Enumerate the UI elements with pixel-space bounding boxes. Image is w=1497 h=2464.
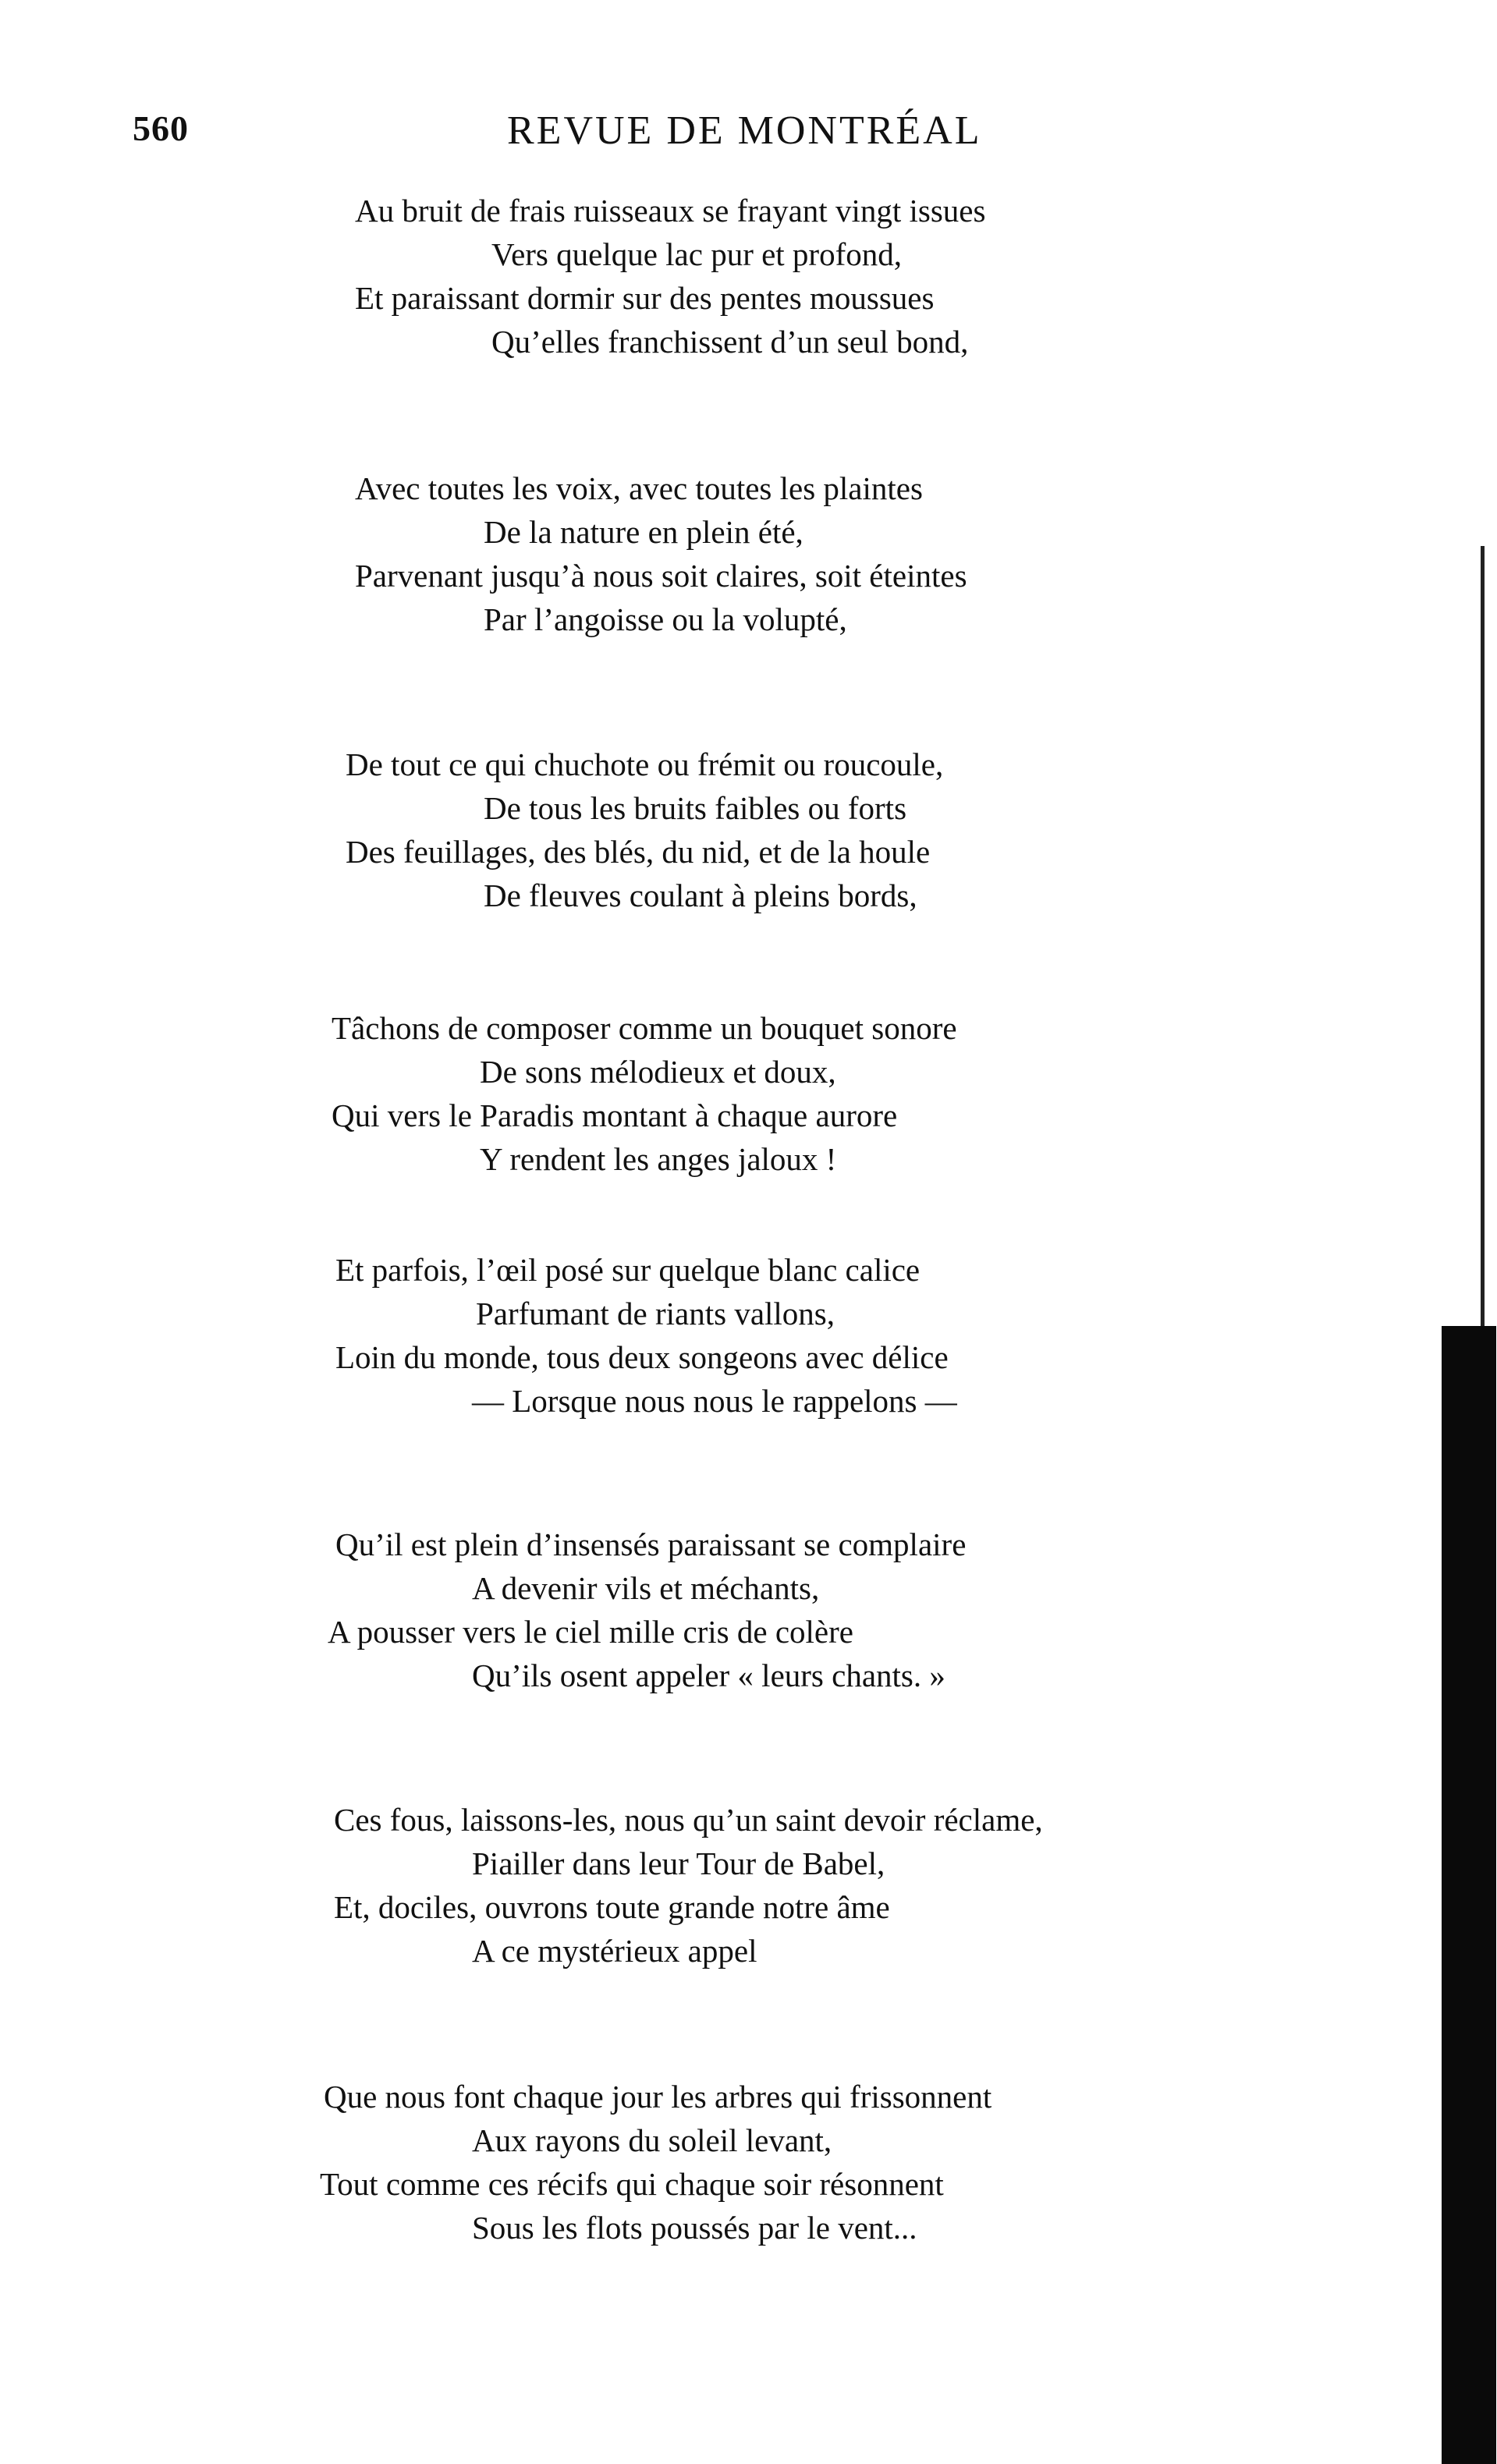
verse-line: — Lorsque nous nous le rappelons — (472, 1383, 957, 1419)
verse-line: De sons mélodieux et doux, (480, 1054, 836, 1090)
verse-line: Ces fous, laissons-les, nous qu’un saint devoir réclame, (334, 1802, 1043, 1838)
verse-line: A devenir vils et méchants, (472, 1570, 820, 1606)
verse-line: Sous les flots poussés par le vent... (472, 2210, 917, 2246)
running-title: REVUE DE MONTRÉAL (507, 108, 982, 153)
verse-line: Piailler dans leur Tour de Babel, (472, 1845, 885, 1881)
verse-line: Tâchons de composer comme un bouquet sonore (332, 1010, 957, 1046)
verse-line: De la nature en plein été, (484, 514, 803, 550)
verse-line: Qu’elles franchissent d’un seul bond, (491, 324, 969, 360)
verse-line: Tout comme ces récifs qui chaque soir résonnent (320, 2166, 944, 2202)
verse-line: Au bruit de frais ruisseaux se frayant vingt issues (355, 193, 986, 229)
verse-line: De tous les bruits faibles ou forts (484, 790, 907, 826)
scan-edge-shadow (1442, 1326, 1496, 2464)
verse-line: Parfumant de riants vallons, (476, 1296, 835, 1331)
verse-line: Qui vers le Paradis montant à chaque aurore (332, 1097, 898, 1133)
verse-line: Qu’il est plein d’insensés paraissant se complaire (335, 1526, 967, 1562)
verse-line: Par l’angoisse ou la volupté, (484, 601, 847, 637)
verse-line: Et, dociles, ouvrons toute grande notre âme (334, 1889, 890, 1925)
verse-line: Aux rayons du soleil levant, (472, 2122, 832, 2158)
verse-line: De fleuves coulant à pleins bords, (484, 877, 917, 913)
verse-line: De tout ce qui chuchote ou frémit ou roucoule, (346, 746, 944, 782)
verse-line: Et paraissant dormir sur des pentes moussues (355, 280, 935, 316)
verse-line: Y rendent les anges jaloux ! (480, 1141, 837, 1177)
page-number: 560 (133, 108, 189, 148)
verse-line: Vers quelque lac pur et profond, (491, 236, 902, 272)
verse-line: A pousser vers le ciel mille cris de colère (328, 1614, 853, 1650)
verse-line: A ce mystérieux appel (472, 1933, 757, 1969)
verse-line: Parvenant jusqu’à nous soit claires, soit éteintes (355, 558, 967, 594)
verse-line: Que nous font chaque jour les arbres qui frissonnent (324, 2079, 992, 2115)
verse-line: Qu’ils osent appeler « leurs chants. » (472, 1657, 945, 1693)
scan-edge-line (1481, 546, 1485, 1326)
verse-line: Et parfois, l’œil posé sur quelque blanc calice (335, 1252, 921, 1288)
verse-line: Loin du monde, tous deux songeons avec délice (335, 1339, 949, 1375)
verse-line: Avec toutes les voix, avec toutes les plaintes (355, 470, 923, 506)
verse-line: Des feuillages, des blés, du nid, et de la houle (346, 834, 931, 870)
